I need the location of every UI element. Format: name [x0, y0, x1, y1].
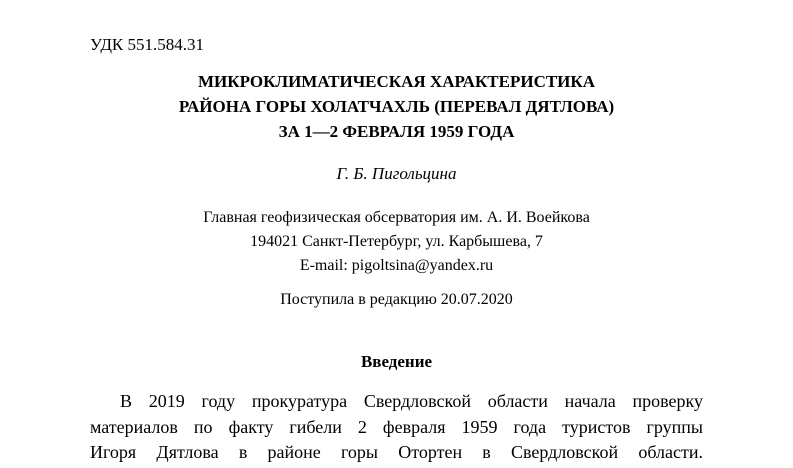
received-date: Поступила в редакцию 20.07.2020	[280, 291, 513, 308]
paragraph-line-3: Игоря Дятлова в районе горы Отортен в Свердловской области.	[90, 442, 703, 462]
affiliation-email: E-mail: pigoltsina@yandex.ru	[299, 257, 494, 274]
author-name: Г. Б. Пигольцина	[336, 164, 457, 183]
title-line-2: РАЙОНА ГОРЫ ХОЛАТЧАХЛЬ (ПЕРЕВАЛ ДЯТЛОВА)	[178, 97, 615, 116]
paragraph-line-1: В 2019 году прокуратура Свердловской области начала проверку	[120, 391, 703, 411]
paragraph-line-2: материалов по факту гибели 2 февраля 1959 года туристов группы	[90, 417, 703, 437]
affiliation-address: 194021 Санкт-Петербург, ул. Карбышева, 7	[250, 233, 543, 250]
udc-code: УДК 551.584.31	[90, 35, 205, 54]
title-line-3: ЗА 1—2 ФЕВРАЛЯ 1959 ГОДА	[278, 122, 515, 141]
title-line-1: МИКРОКЛИМАТИЧЕСКАЯ ХАРАКТЕРИСТИКА	[197, 72, 596, 91]
affiliation-organization: Главная геофизическая обсерватория им. А. И. Воейкова	[203, 209, 590, 226]
section-heading-introduction: Введение	[360, 352, 433, 371]
